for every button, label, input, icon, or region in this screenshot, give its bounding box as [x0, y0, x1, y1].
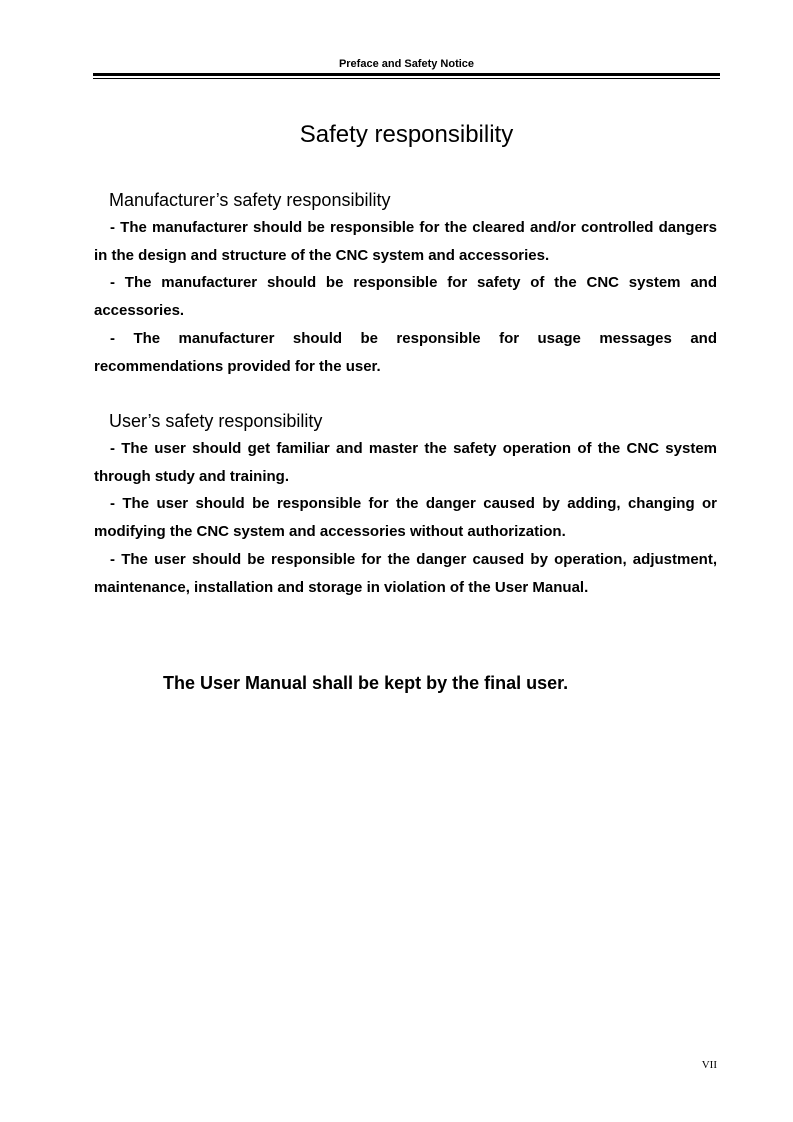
user-item-1: - The user should get familiar and master the safety operation of the CNC system through study and training.: [94, 440, 717, 485]
header-rule-thin: [93, 78, 720, 79]
header-rule-thick: [93, 73, 720, 76]
user-item-2: - The user should be responsible for the danger caused by adding, changing or modifying the CNC system and accessories without authorization.: [94, 495, 717, 541]
manufacturer-item-2: - The manufacturer should be responsible for safety of the CNC system and accessories.: [94, 274, 717, 320]
user-section-heading: User’s safety responsibility: [109, 411, 323, 431]
closing-note: The User Manual shall be kept by the final user.: [163, 673, 569, 693]
user-item-3: - The user should be responsible for the danger caused by operation, adjustment, maintenance, installation and storage in violation of the User Manual.: [94, 550, 717, 596]
manufacturer-section: [94, 189, 717, 380]
manufacturer-section-heading: Manufacturer’s safety responsibility: [109, 190, 391, 210]
user-section: [94, 410, 717, 601]
manufacturer-item-1: - The manufacturer should be responsible for the cleared and/or controlled dangers in the design and structure of the CNC system and accessories.: [94, 219, 717, 264]
manufacturer-item-3: - The manufacturer should be responsible for usage messages and recommendations provided for the user.: [94, 329, 717, 375]
page-title: Safety responsibility: [299, 121, 514, 148]
page-number: VII: [701, 1059, 717, 1071]
running-header: Preface and Safety Notice: [338, 58, 475, 70]
